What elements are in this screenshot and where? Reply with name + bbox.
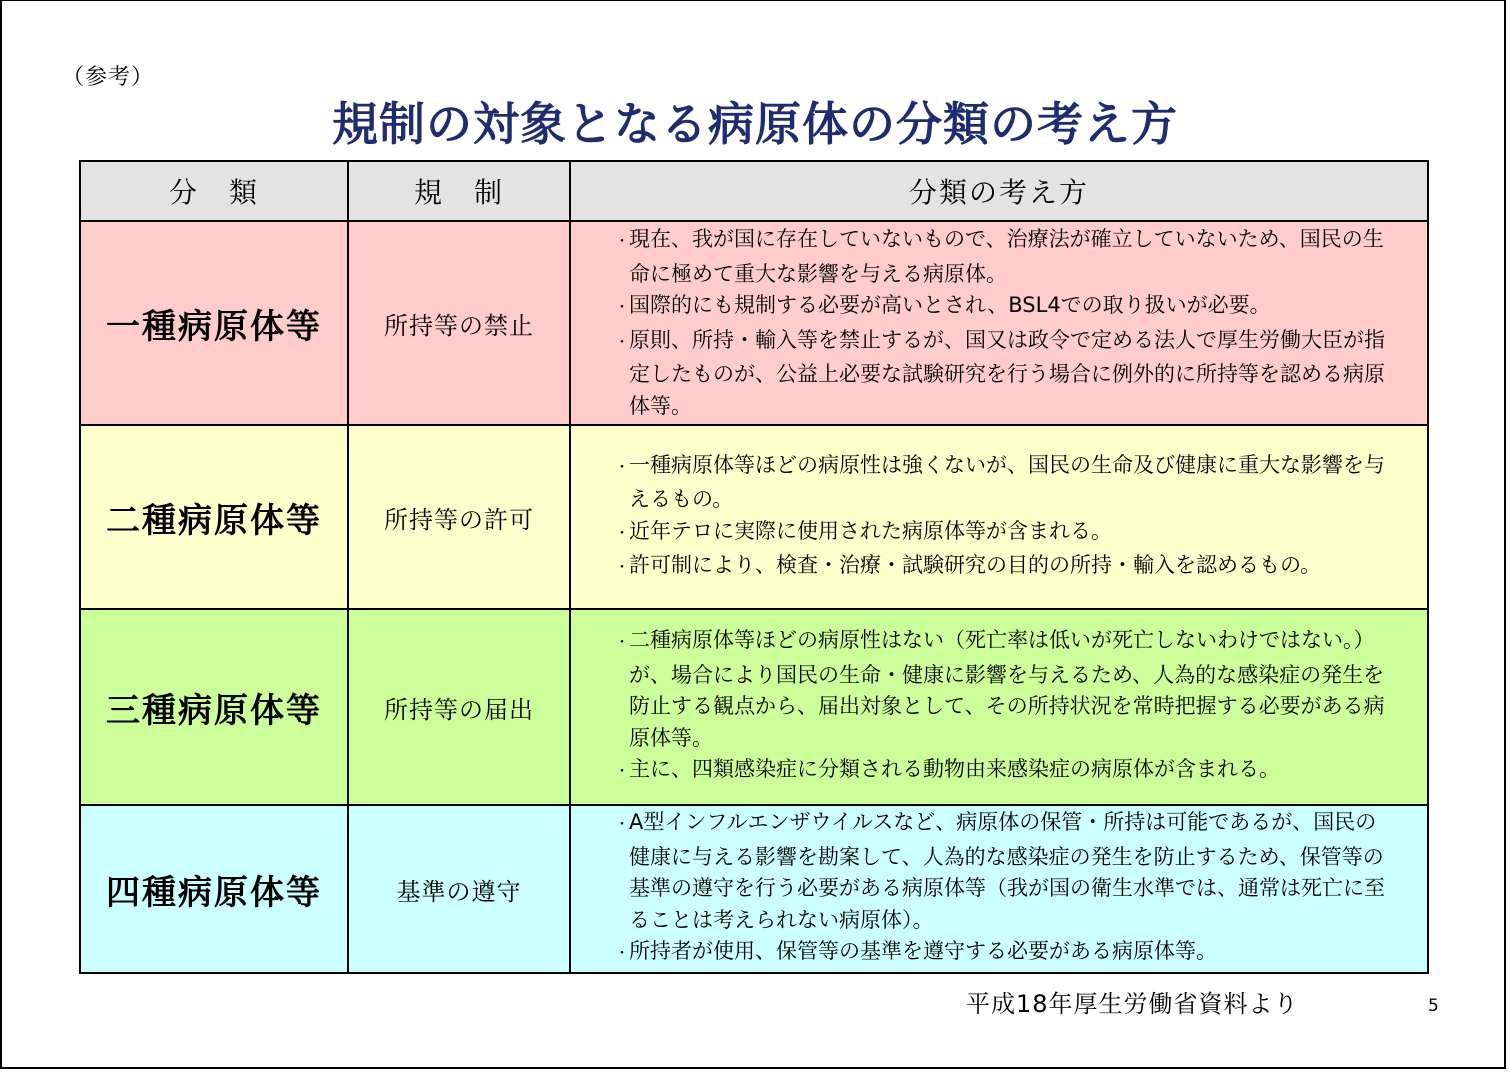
approach-point: ・ 原則、所持・輸入等を禁止するが、国又は政令で定める法人で厚生労働大臣が指定したものが、公益上必要な試験研究を行う場合に例外的に所持等を認める病原体等。 [615, 325, 1387, 423]
reference-note: （参考） [62, 65, 155, 90]
header-approach: 分類の考え方 [570, 161, 1428, 221]
header-regulation: 規 制 [348, 161, 570, 221]
approach-cell [570, 805, 1428, 973]
page-number: 5 [1428, 996, 1439, 1016]
table-row [80, 805, 1428, 973]
category-cell: 一種病原体等 [80, 221, 348, 425]
approach-point: ・ 一種病原体等ほどの病原性は強くないが、国民の生命及び健康に重大な影響を与えるもの。 [615, 450, 1387, 516]
category-cell: 三種病原体等 [80, 609, 348, 805]
table-header-row [80, 161, 1428, 221]
table-row [80, 425, 1428, 609]
regulation-cell: 所持等の禁止 [348, 221, 570, 425]
regulation-cell: 所持等の届出 [348, 609, 570, 805]
category-cell: 二種病原体等 [80, 425, 348, 609]
category-cell: 四種病原体等 [80, 805, 348, 973]
approach-point: ・ A型インフルエンザウイルスなど、病原体の保管・所持は可能であるが、国民の健康に与える影響を勘案して、人為的な感染症の発生を防止するため、保管等の基準の遵守を行う必要がある病原体等（我が国の衛生水準では、通常は死亡に至ることは考えられない病原体）。 [615, 807, 1387, 936]
regulation-cell: 基準の遵守 [348, 805, 570, 973]
approach-point: ・ 許可制により、検査・治療・試験研究の目的の所持・輸入を認めるもの。 [615, 550, 1387, 585]
approach-point: ・ 近年テロに実際に使用された病原体等が含まれる。 [615, 516, 1387, 551]
classification-table [79, 160, 1429, 974]
table-row [80, 221, 1428, 425]
approach-point: ・ 国際的にも規制する必要が高いとされ、BSL4での取り扱いが必要。 [615, 290, 1387, 325]
approach-cell [570, 609, 1428, 805]
page-title: 規制の対象となる病原体の分類の考え方 [332, 97, 1178, 151]
header-category: 分 類 [80, 161, 348, 221]
approach-point: ・ 現在、我が国に存在していないもので、治療法が確立していないため、国民の生命に極めて重大な影響を与える病原体。 [615, 224, 1387, 290]
approach-cell [570, 425, 1428, 609]
approach-point: ・ 主に、四類感染症に分類される動物由来感染症の病原体が含まれる。 [615, 754, 1387, 789]
approach-point: ・ 二種病原体等ほどの病原性はない（死亡率は低いが死亡しないわけではない。）が、場合により国民の生命・健康に影響を与えるため、人為的な感染症の発生を防止する観点から、届出対象として、その所持状況を常時把握する必要がある病原体等。 [615, 625, 1387, 754]
table-row [80, 609, 1428, 805]
approach-point: ・ 所持者が使用、保管等の基準を遵守する必要がある病原体等。 [615, 936, 1387, 971]
source-note: 平成18年厚生労働省資料より [966, 990, 1299, 1018]
approach-cell [570, 221, 1428, 425]
regulation-cell: 所持等の許可 [348, 425, 570, 609]
